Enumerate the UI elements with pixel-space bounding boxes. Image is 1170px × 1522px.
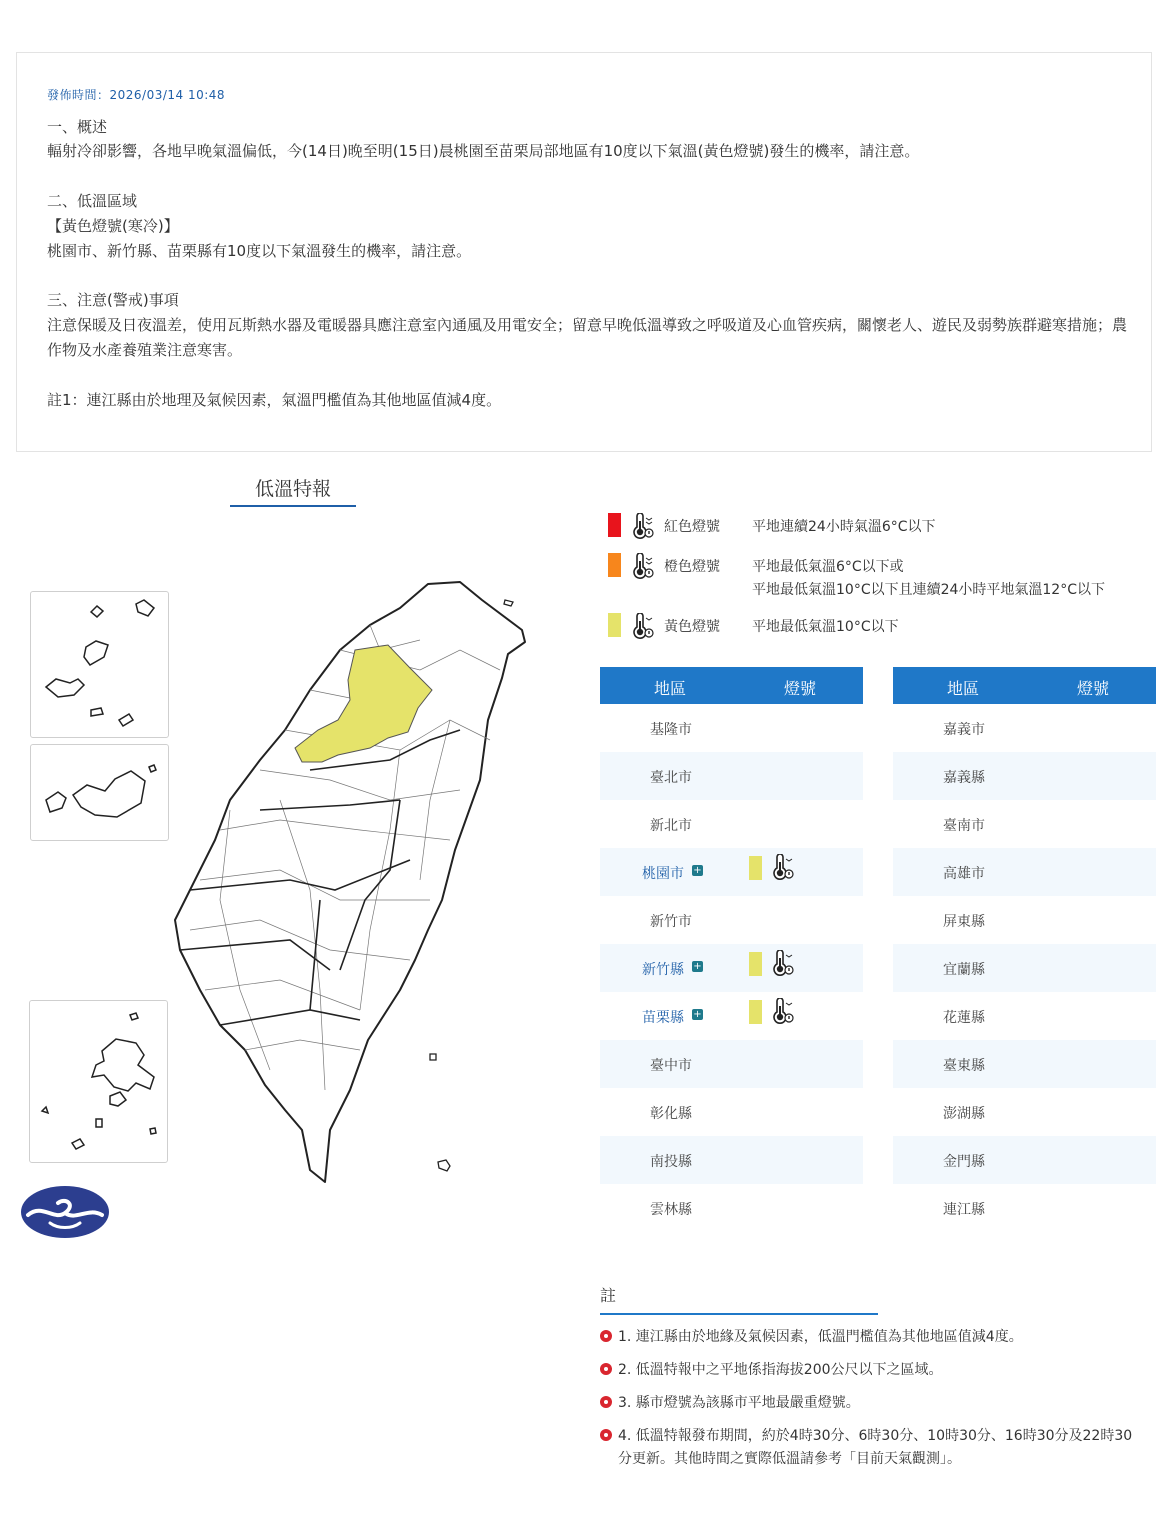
table-row[interactable]	[600, 992, 863, 1040]
table-row	[600, 896, 863, 944]
region-name: 澎湖縣	[943, 1106, 985, 1122]
note-text: 3. 縣市燈號為該縣市平地最嚴重燈號。	[618, 1395, 860, 1411]
thermometer-cold-icon	[630, 513, 656, 539]
table-row	[893, 992, 1156, 1040]
section3-title: 三、注意(警戒)事項	[47, 291, 179, 309]
table-header	[893, 667, 1156, 704]
red-dot-icon	[600, 1396, 612, 1408]
legend-orange-desc-line2: 平地最低氣溫10°C以下且連續24小時平地氣溫12°C以下	[752, 582, 1105, 598]
col-region-header: 地區	[947, 679, 980, 698]
section2-title: 二、低溫區域	[47, 192, 138, 210]
legend-red-desc: 平地連續24小時氣溫6°C以下	[752, 519, 936, 535]
thermometer-cold-icon	[770, 950, 796, 976]
note-text: 2. 低溫特報中之平地係指海拔200公尺以下之區域。	[618, 1362, 943, 1378]
region-name: 雲林縣	[650, 1202, 692, 1218]
section2-body: 桃園市、新竹縣、苗栗縣有10度以下氣溫發生的機率，請注意。	[47, 242, 472, 260]
island-green	[430, 1054, 436, 1060]
red-dot-icon	[600, 1363, 612, 1375]
col-region-header: 地區	[654, 679, 687, 698]
signal-yellow-swatch	[749, 1000, 762, 1024]
table-row	[893, 752, 1156, 800]
expand-plus-icon[interactable]: +	[693, 1009, 702, 1020]
red-dot-icon	[600, 1330, 612, 1342]
thermometer-cold-icon	[770, 998, 796, 1024]
note-text: 4. 低溫特報發布期間，約於4時30分、6時30分、10時30分、16時30分及22時30分更新。其他時間之實際低溫請參考「目前天氣觀測」。	[618, 1428, 1133, 1467]
legend-yellow-swatch	[608, 613, 621, 637]
table-row	[893, 896, 1156, 944]
cwa-logo	[20, 1185, 110, 1239]
table-row	[893, 944, 1156, 992]
note-item	[600, 1425, 1145, 1471]
table-row	[893, 848, 1156, 896]
region-name[interactable]: 新竹縣	[642, 962, 684, 978]
expand-plus-icon[interactable]: +	[693, 865, 702, 876]
region-name: 南投縣	[650, 1154, 692, 1170]
signal-yellow-swatch	[749, 856, 762, 880]
signal-yellow-swatch	[749, 952, 762, 976]
publish-time: 發佈時間：2026/03/14 10:48	[47, 88, 226, 102]
legend-red-swatch	[608, 513, 621, 537]
table-row	[600, 1136, 863, 1184]
note-text: 1. 連江縣由於地緣及氣候因素，低溫門檻值為其他地區值減4度。	[618, 1329, 1023, 1345]
legend-yellow-desc: 平地最低氣溫10°C以下	[752, 619, 899, 635]
thermometer-cold-icon	[630, 613, 656, 639]
taiwan-map[interactable]	[160, 570, 570, 1200]
region-name: 臺中市	[650, 1058, 692, 1074]
table-row[interactable]	[600, 944, 863, 992]
table-row[interactable]	[600, 848, 863, 896]
legend-orange-desc-line1: 平地最低氣溫6°C以下或	[752, 559, 904, 575]
table-row	[600, 800, 863, 848]
legend-orange-name: 橙色燈號	[664, 559, 720, 575]
legend-orange-swatch	[608, 553, 621, 577]
notes-divider	[600, 1313, 878, 1315]
table-row	[893, 704, 1156, 752]
bulletin-note: 註1：連江縣由於地理及氣候因素，氣溫門檻值為其他地區值減4度。	[47, 391, 502, 409]
legend-red-name: 紅色燈號	[664, 519, 720, 535]
table-row	[600, 752, 863, 800]
region-name: 高雄市	[943, 866, 985, 882]
island-lanyu	[438, 1160, 450, 1171]
red-dot-icon	[600, 1429, 612, 1441]
table-row	[893, 800, 1156, 848]
region-name: 彰化縣	[650, 1106, 692, 1122]
region-name: 新竹市	[650, 914, 692, 930]
table-row	[893, 1088, 1156, 1136]
table-row	[600, 1040, 863, 1088]
region-name: 嘉義縣	[943, 770, 985, 786]
map-title: 低溫特報	[230, 474, 356, 507]
section1-title: 一、概述	[47, 118, 108, 136]
region-table-left	[600, 667, 863, 1232]
table-row	[600, 1088, 863, 1136]
region-name: 花蓮縣	[943, 1010, 985, 1026]
col-signal-header: 燈號	[1077, 679, 1110, 698]
region-name[interactable]: 苗栗縣	[642, 1010, 684, 1026]
notes-title: 註	[600, 1286, 617, 1305]
region-name: 新北市	[650, 818, 692, 834]
table-row	[893, 1136, 1156, 1184]
region-table-right	[893, 667, 1156, 1232]
note-item	[600, 1326, 1145, 1349]
table-row	[600, 1184, 863, 1232]
section1-body: 輻射冷卻影響，各地早晚氣溫偏低，今(14日)晚至明(15日)晨桃園至苗栗局部地區有10度以下氣溫(黃色燈號)發生的機率，請注意。	[47, 142, 920, 160]
region-name: 臺北市	[650, 770, 692, 786]
region-name: 金門縣	[943, 1154, 985, 1170]
legend-orange-desc	[752, 556, 1105, 602]
thermometer-cold-icon	[630, 553, 656, 579]
table-header	[600, 667, 863, 704]
region-name[interactable]: 桃園市	[642, 866, 684, 882]
region-name: 臺南市	[943, 818, 985, 834]
note-item	[600, 1392, 1145, 1415]
expand-plus-icon[interactable]: +	[693, 961, 702, 972]
section3-body: 注意保暖及日夜溫差，使用瓦斯熱水器及電暖器具應注意室內通風及用電安全；留意早晚低溫導致之呼吸道及心血管疾病，關懷老人、遊民及弱勢族群避寒措施；農作物及水產養殖業注意寒害。	[47, 316, 1128, 359]
thermometer-cold-icon	[770, 854, 796, 880]
bulletin-panel	[16, 52, 1152, 452]
region-name: 臺東縣	[943, 1058, 985, 1074]
region-name: 連江縣	[943, 1202, 985, 1218]
inset-penghu-map	[29, 1000, 168, 1163]
inset-kinmen-map	[30, 744, 169, 841]
table-row	[893, 1040, 1156, 1088]
region-name: 宜蘭縣	[943, 962, 985, 978]
region-name: 基隆市	[650, 722, 692, 738]
legend-yellow-name: 黃色燈號	[664, 619, 720, 635]
section2-subtitle: 【黃色燈號(寒冷)】	[47, 217, 179, 235]
note-item	[600, 1359, 1145, 1382]
region-name: 屏東縣	[943, 914, 985, 930]
table-row	[600, 704, 863, 752]
inset-matsu-map	[30, 591, 169, 738]
region-name: 嘉義市	[943, 722, 985, 738]
col-signal-header: 燈號	[784, 679, 817, 698]
table-row	[893, 1184, 1156, 1232]
island-keelung	[504, 600, 513, 606]
